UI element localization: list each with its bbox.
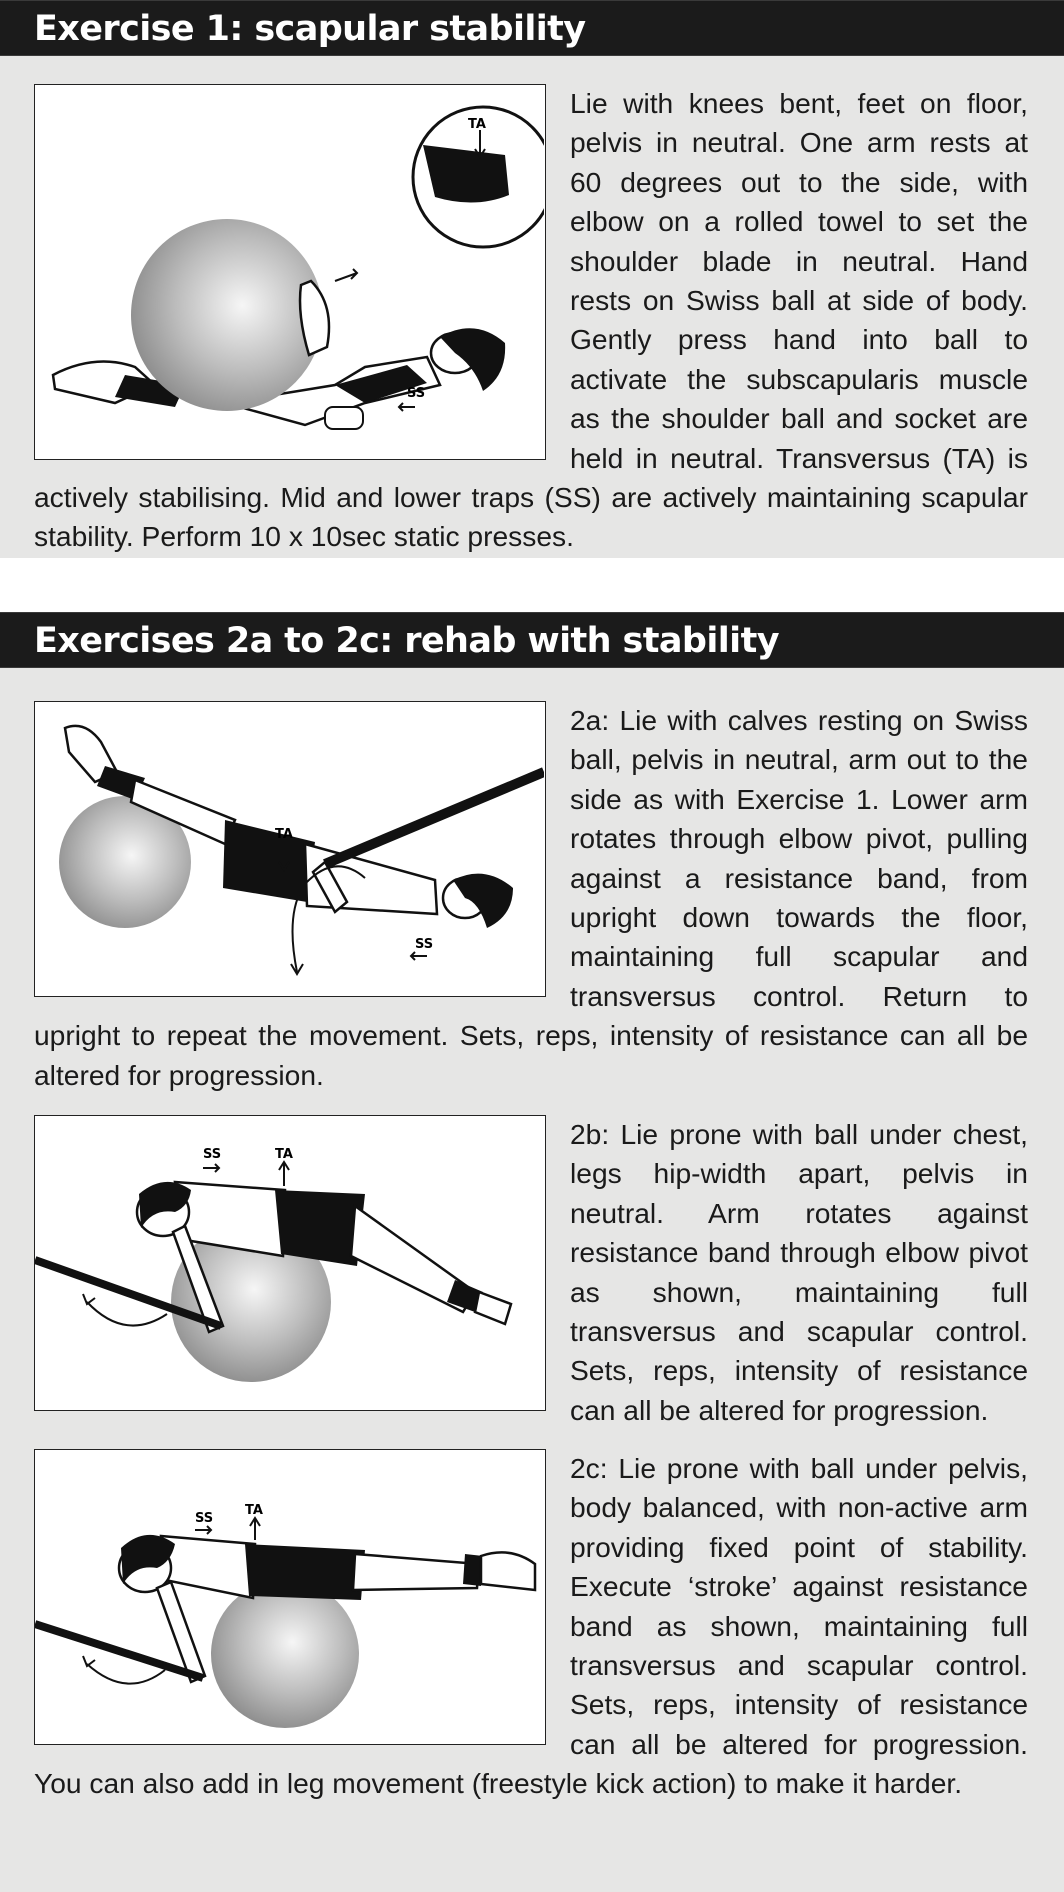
exercise-2a: [0, 701, 1064, 1095]
exercise-2b: [0, 1115, 1064, 1430]
section-2-title: Exercises 2a to 2c: rehab with stability: [34, 621, 779, 661]
ta-label: TA: [468, 117, 486, 132]
exercise-2a-text: 2a: Lie with calves resting on Swiss ball, pelvis in neutral, arm out to the side as with Exercise 1. Lower arm rotates through elbow pivot, pulling against a resistance band, from upright down towards the floor, maintaining full scapular and transversus control. Return to upright to repeat the movement. Sets, reps, intensity of resistance can all be altered for progression.: [34, 704, 1028, 1091]
section-2-header: [0, 612, 1064, 668]
section-1-title: Exercise 1: scapular stability: [34, 9, 586, 49]
ss-label: SS: [203, 1147, 222, 1162]
section-gap: [0, 558, 1064, 612]
exercise-2c-illustration: [34, 1449, 546, 1745]
exercise-2b-text: 2b: Lie prone with ball under chest, legs hip-width apart, pelvis in neutral. Arm rotates against resistance band through elbow pivot as shown, maintaining full transversus and scapular control. Sets, reps, intensity of resistance can all be altered for progression.: [570, 1118, 1028, 1426]
exercise-1-text: Lie with knees bent, feet on floor, pelvis in neutral. One arm rests at 60 degrees out to the side, with elbow on a rolled towel to set the shoulder blade in neutral. Hand rests on Swiss ball at side of body. Gently press hand into ball to activate the subscapularis muscle as the shoulder ball and socket are held in neutral. Transversus (TA) is actively stabilising. Mid and lower traps (SS) are actively maintaining scapular stability. Perform 10 x 10sec static presses.: [34, 87, 1028, 553]
exercise-2c: [0, 1449, 1064, 1804]
ss-label: SS: [415, 937, 434, 952]
ta-label: TA: [275, 827, 293, 842]
exercise-2b-illustration: [34, 1115, 546, 1411]
exercise-2a-illustration: [34, 701, 546, 997]
section-1-header: [0, 0, 1064, 56]
exercise-1-illustration: [34, 84, 546, 460]
ss-label: SS: [407, 386, 426, 401]
exercise-2c-text: 2c: Lie prone with ball under pelvis, body balanced, with non-active arm providing fixed point of stability. Execute ‘stroke’ against resistance band as shown, maintaining full transversus and scapular control. Sets, reps, intensity of resistance can all be altered for progression. You can also add in leg movement (freestyle kick action) to make it harder.: [34, 1452, 1028, 1800]
ta-label: TA: [245, 1503, 263, 1518]
exercise-1: [0, 84, 1064, 557]
ta-label: TA: [275, 1147, 293, 1162]
ss-label: SS: [195, 1511, 214, 1526]
